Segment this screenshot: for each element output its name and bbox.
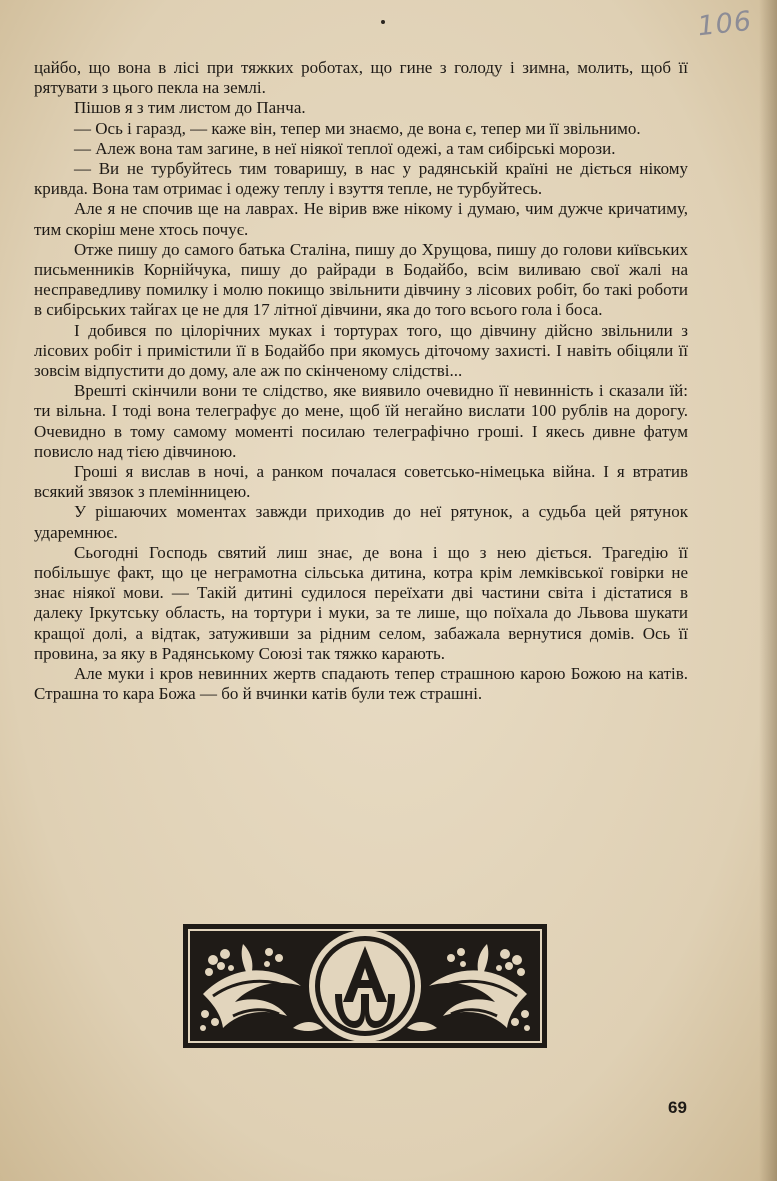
paragraph: — Ось і гаразд, — каже він, тепер ми знаємо, де вона є, тепер ми її звільнимо. [74,118,641,138]
paragraph: Але я не спочив ще на лаврах. Не вірив вже нікому і думаю, чим дужче кричатиму, тим скоріш мене хтось почує. [34,199,688,239]
ink-dot [381,20,385,24]
page-number: 69 [668,1098,687,1117]
paragraph: цайбо, що вона в лісі при тяжких роботах, що гине з голоду і зимна, молить, щоб її рятувати з цього пекла на землі. [34,58,688,98]
paragraph: Сьогодні Господь святий лиш знає, де вона і що з нею діється. Трагедію її побільшує факт, що це неграмотна сільська дитина, котра крім лемківської говірки не знає ніякої мови. — Такій дитині судилося переїхати дві частини світа і дістатися в далеку Іркутську область, на тортури і муки, за те лише, що поїхала до Львова шукати кращої долі, а відтак, затуживши за рідним селом, забажала вернутися домів. Ось її провина, за яку в Радянському Союзі так тяжко карають. [34,542,688,663]
handwritten-page-number: 106 [696,5,754,43]
body-text [34,58,688,705]
paragraph: Але муки і кров невинних жертв спадають тепер страшною карою Божою на катів. Страшна то кара Божа — бо й вчинки катів були теж страшні. [34,664,688,704]
paragraph: Врешті скінчили вони те слідство, яке виявило очевидно її невинність і сказали їй: ти вільна. І тоді вона телеграфує до мене, щоб їй негайно вислати 100 рублів на дорогу. Очевидно в тому самому моменті посилаю телеграфічно гроші. І якесь дивне фатум повисло над тією дівчиною. [34,381,688,461]
paragraph: Гроші я вислав в ночі, а ранком почалася советсько-німецька війна. І я втратив всякий звязок з племінницею. [34,462,688,502]
paragraph: — Ви не турбуйтесь тим товаришу, в нас у радянській країні не діється нікому кривда. Вона там отримає і одежу теплу і взуття тепле, не турбуйтесь. [34,159,688,199]
paragraph: Пішов я з тим листом до Панча. [74,98,306,118]
paragraph: — Алеж вона там загине, в неї ніякої теплої одежі, а там сибірські морози. [74,138,616,158]
monogram-vignette-icon [183,924,547,1048]
paragraph: У рішаючих моментах завжди приходив до неї рятунок, а судьба цей рятунок ударемнює. [34,502,688,542]
paragraph: І добився по цілорічних муках і тортурах того, що дівчину дійсно звільнили з лісових робіт і примістили її в Бодайбо при якомусь діточому захисті. І навіть обіцяли її зовсім відпустити до дому, але аж по скінченому слідстві... [34,320,688,381]
paragraph: Отже пишу до самого батька Сталіна, пишу до Хрущова, пишу до голови київських письменників Корнійчука, пишу до райради в Бодайбо, всім виливаю свої жалі на несправедливу помилку і молю покищо звільнити дівчину з лісових робіт, бо такі роботи в сибірських тайгах це не для 17 літної дівчини, яка до того всього гола і боса. [34,239,688,320]
